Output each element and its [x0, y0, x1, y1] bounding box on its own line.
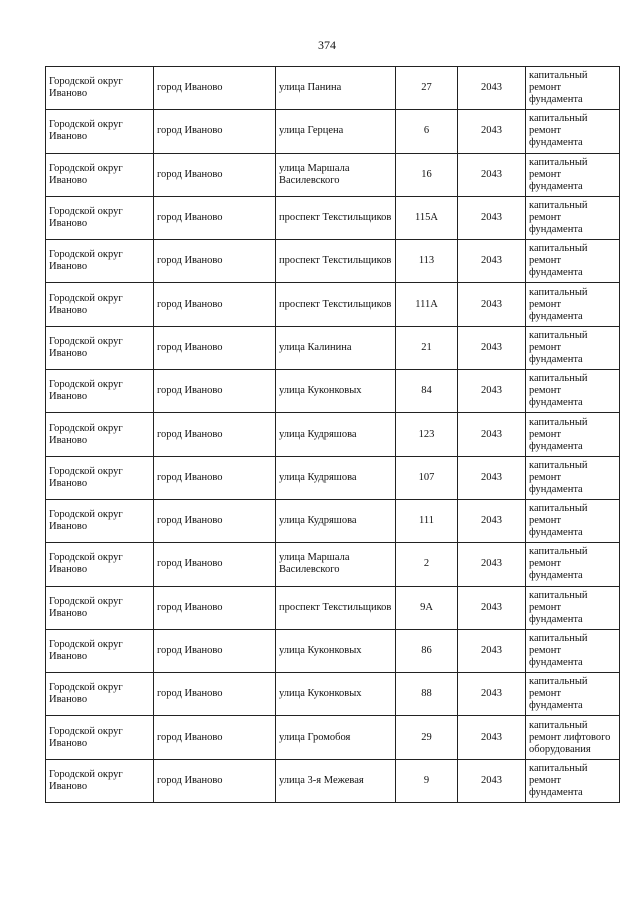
municipality-cell: Городской округ Иваново — [46, 196, 154, 239]
table-row — [46, 110, 620, 153]
street-cell: проспект Текстильщиков — [276, 586, 396, 629]
settlement-cell: город Иваново — [154, 629, 276, 672]
house-number-cell: 6 — [396, 110, 458, 153]
year-cell: 2043 — [458, 370, 526, 413]
settlement-cell: город Иваново — [154, 586, 276, 629]
year-cell: 2043 — [458, 586, 526, 629]
house-number-cell: 2 — [396, 543, 458, 586]
street-cell: проспект Текстильщиков — [276, 196, 396, 239]
street-cell: улица Кудряшова — [276, 413, 396, 456]
work-type-cell: капитальный ремонт фундамента — [526, 456, 620, 499]
settlement-cell: город Иваново — [154, 326, 276, 369]
table-row — [46, 673, 620, 716]
work-type-cell: капитальный ремонт фундамента — [526, 586, 620, 629]
work-type-cell: капитальный ремонт фундамента — [526, 283, 620, 326]
settlement-cell: город Иваново — [154, 370, 276, 413]
settlement-cell: город Иваново — [154, 456, 276, 499]
municipality-cell: Городской округ Иваново — [46, 67, 154, 110]
house-number-cell: 16 — [396, 153, 458, 196]
year-cell: 2043 — [458, 153, 526, 196]
house-number-cell: 86 — [396, 629, 458, 672]
work-type-cell: капитальный ремонт фундамента — [526, 629, 620, 672]
municipality-cell: Городской округ Иваново — [46, 456, 154, 499]
registry-body — [46, 67, 620, 803]
year-cell: 2043 — [458, 543, 526, 586]
table-row — [46, 586, 620, 629]
municipality-cell: Городской округ Иваново — [46, 413, 154, 456]
table-row — [46, 499, 620, 542]
work-type-cell: капитальный ремонт фундамента — [526, 543, 620, 586]
year-cell: 2043 — [458, 716, 526, 759]
work-type-cell: капитальный ремонт фундамента — [526, 196, 620, 239]
table-row — [46, 413, 620, 456]
work-type-cell: капитальный ремонт фундамента — [526, 413, 620, 456]
page-number: 374 — [318, 38, 336, 52]
settlement-cell: город Иваново — [154, 240, 276, 283]
work-type-cell: капитальный ремонт лифтового оборудования — [526, 716, 620, 759]
year-cell: 2043 — [458, 413, 526, 456]
table-row — [46, 283, 620, 326]
street-cell: улица Маршала Василевского — [276, 543, 396, 586]
year-cell: 2043 — [458, 110, 526, 153]
work-type-cell: капитальный ремонт фундамента — [526, 759, 620, 802]
table-row — [46, 326, 620, 369]
municipality-cell: Городской округ Иваново — [46, 759, 154, 802]
settlement-cell: город Иваново — [154, 283, 276, 326]
settlement-cell: город Иваново — [154, 153, 276, 196]
table-row — [46, 67, 620, 110]
table-row — [46, 543, 620, 586]
house-number-cell: 111А — [396, 283, 458, 326]
year-cell: 2043 — [458, 326, 526, 369]
work-type-cell: капитальный ремонт фундамента — [526, 673, 620, 716]
street-cell: улица Герцена — [276, 110, 396, 153]
table-row — [46, 240, 620, 283]
work-type-cell: капитальный ремонт фундамента — [526, 110, 620, 153]
municipality-cell: Городской округ Иваново — [46, 110, 154, 153]
municipality-cell: Городской округ Иваново — [46, 153, 154, 196]
work-type-cell: капитальный ремонт фундамента — [526, 153, 620, 196]
settlement-cell: город Иваново — [154, 543, 276, 586]
municipality-cell: Городской округ Иваново — [46, 283, 154, 326]
municipality-cell: Городской округ Иваново — [46, 370, 154, 413]
table-row — [46, 153, 620, 196]
municipality-cell: Городской округ Иваново — [46, 543, 154, 586]
settlement-cell: город Иваново — [154, 413, 276, 456]
year-cell: 2043 — [458, 67, 526, 110]
work-type-cell: капитальный ремонт фундамента — [526, 326, 620, 369]
street-cell: улица Панина — [276, 67, 396, 110]
house-number-cell: 88 — [396, 673, 458, 716]
house-number-cell: 27 — [396, 67, 458, 110]
table-row — [46, 759, 620, 802]
settlement-cell: город Иваново — [154, 716, 276, 759]
year-cell: 2043 — [458, 499, 526, 542]
settlement-cell: город Иваново — [154, 110, 276, 153]
year-cell: 2043 — [458, 283, 526, 326]
street-cell: улица Калинина — [276, 326, 396, 369]
table-row — [46, 716, 620, 759]
house-number-cell: 123 — [396, 413, 458, 456]
municipality-cell: Городской округ Иваново — [46, 673, 154, 716]
street-cell: улица 3-я Межевая — [276, 759, 396, 802]
year-cell: 2043 — [458, 673, 526, 716]
work-type-cell: капитальный ремонт фундамента — [526, 240, 620, 283]
street-cell: улица Громобоя — [276, 716, 396, 759]
work-type-cell: капитальный ремонт фундамента — [526, 370, 620, 413]
street-cell: улица Куконковых — [276, 629, 396, 672]
settlement-cell: город Иваново — [154, 759, 276, 802]
house-number-cell: 21 — [396, 326, 458, 369]
municipality-cell: Городской округ Иваново — [46, 716, 154, 759]
table-row — [46, 456, 620, 499]
municipality-cell: Городской округ Иваново — [46, 629, 154, 672]
street-cell: проспект Текстильщиков — [276, 283, 396, 326]
settlement-cell: город Иваново — [154, 499, 276, 542]
table-row — [46, 370, 620, 413]
street-cell: улица Кудряшова — [276, 499, 396, 542]
house-number-cell: 84 — [396, 370, 458, 413]
house-number-cell: 9 — [396, 759, 458, 802]
municipality-cell: Городской округ Иваново — [46, 586, 154, 629]
municipality-cell: Городской округ Иваново — [46, 326, 154, 369]
house-number-cell: 9А — [396, 586, 458, 629]
year-cell: 2043 — [458, 456, 526, 499]
year-cell: 2043 — [458, 759, 526, 802]
year-cell: 2043 — [458, 196, 526, 239]
house-number-cell: 115А — [396, 196, 458, 239]
year-cell: 2043 — [458, 240, 526, 283]
table-row — [46, 629, 620, 672]
house-number-cell: 113 — [396, 240, 458, 283]
settlement-cell: город Иваново — [154, 196, 276, 239]
street-cell: улица Куконковых — [276, 370, 396, 413]
settlement-cell: город Иваново — [154, 67, 276, 110]
house-number-cell: 107 — [396, 456, 458, 499]
street-cell: улица Куконковых — [276, 673, 396, 716]
year-cell: 2043 — [458, 629, 526, 672]
house-number-cell: 111 — [396, 499, 458, 542]
table-row — [46, 196, 620, 239]
street-cell: улица Кудряшова — [276, 456, 396, 499]
street-cell: улица Маршала Василевского — [276, 153, 396, 196]
house-number-cell: 29 — [396, 716, 458, 759]
registry-table — [45, 66, 620, 803]
work-type-cell: капитальный ремонт фундамента — [526, 499, 620, 542]
municipality-cell: Городской округ Иваново — [46, 240, 154, 283]
municipality-cell: Городской округ Иваново — [46, 499, 154, 542]
settlement-cell: город Иваново — [154, 673, 276, 716]
street-cell: проспект Текстильщиков — [276, 240, 396, 283]
work-type-cell: капитальный ремонт фундамента — [526, 67, 620, 110]
